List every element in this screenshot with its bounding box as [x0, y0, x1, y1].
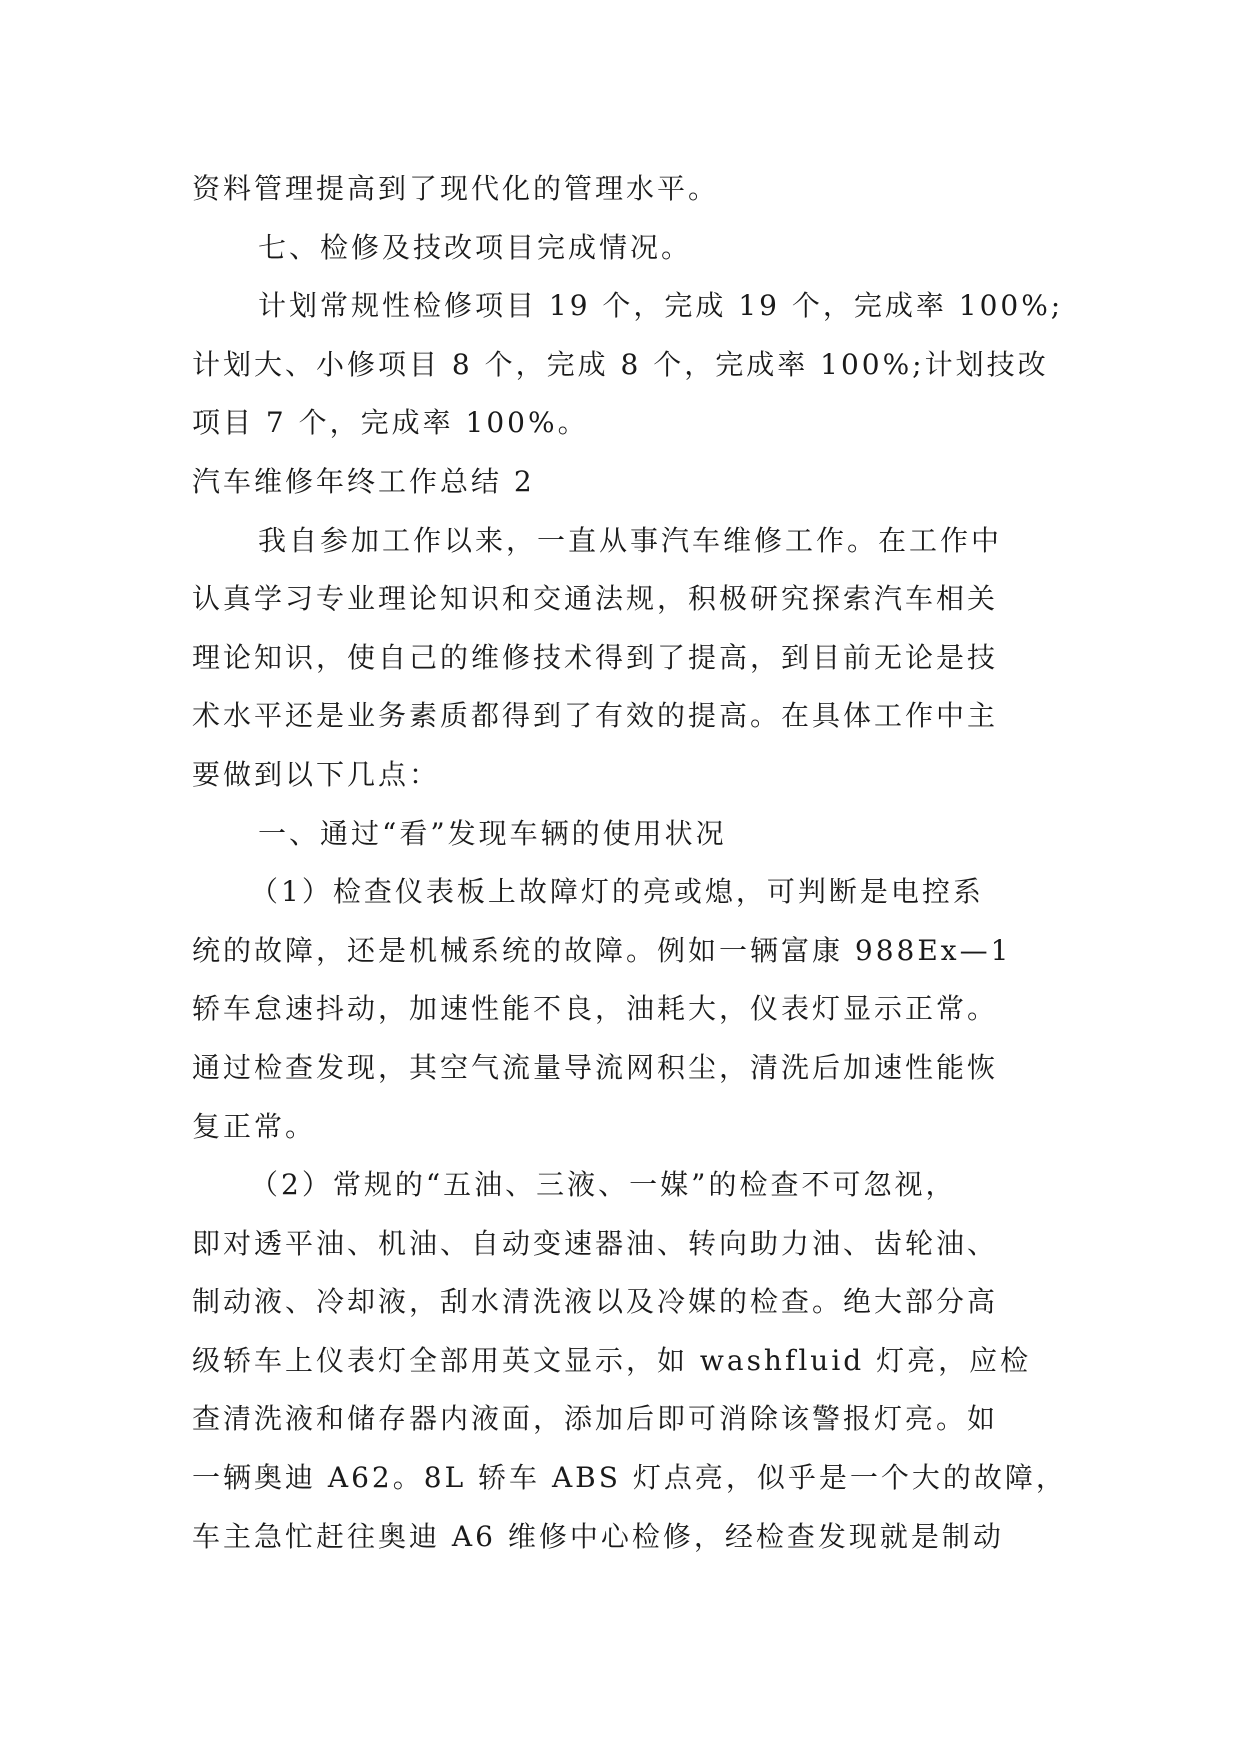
text-line: 级轿车上仪表灯全部用英文显示，如 washfluid 灯亮，应检: [192, 1343, 1032, 1377]
text-line: 认真学习专业理论知识和交通法规，积极研究探索汽车相关: [192, 582, 999, 616]
paragraph-line: （1）检查仪表板上故障灯的亮或熄，可判断是电控系: [250, 875, 984, 909]
section-heading: 七、检修及技改项目完成情况。: [258, 230, 693, 264]
text-line: 一辆奥迪 A62。8L 轿车 ABS 灯点亮，似乎是一个大的故障，: [192, 1461, 1067, 1495]
paragraph-line: 我自参加工作以来，一直从事汽车维修工作。在工作中: [258, 523, 1003, 557]
text-line: 通过检查发现，其空气流量导流网积尘，清洗后加速性能恢: [192, 1050, 999, 1084]
paragraph-line: 计划常规性检修项目 19 个，完成 19 个，完成率 100%;: [258, 289, 1064, 323]
text-line: 术水平还是业务素质都得到了有效的提高。在具体工作中主: [192, 699, 999, 733]
text-line: 资料管理提高到了现代化的管理水平。: [192, 172, 720, 205]
text-line: 理论知识，使自己的维修技术得到了提高，到目前无论是技: [192, 640, 999, 674]
text-line: 复正常。: [192, 1109, 317, 1143]
text-line: 项目 7 个，完成率 100%。: [192, 406, 589, 440]
section-heading: 一、通过“看”发现车辆的使用状况: [258, 816, 727, 850]
document-subtitle: 汽车维修年终工作总结 2: [192, 464, 535, 498]
document-body: [192, 160, 1067, 1566]
text-line: 统的故障，还是机械系统的故障。例如一辆富康 988Ex—1: [192, 933, 1012, 967]
text-line: 即对透平油、机油、自动变速器油、转向助力油、齿轮油、: [192, 1226, 999, 1260]
text-line: 要做到以下几点：: [192, 757, 441, 791]
text-line: 制动液、冷却液，刮水清洗液以及冷媒的检查。绝大部分高: [192, 1285, 999, 1319]
text-line: 轿车怠速抖动，加速性能不良，油耗大，仪表灯显示正常。: [192, 992, 999, 1026]
paragraph-line: （2）常规的“五油、三液、一媒”的检查不可忽视，: [250, 1168, 957, 1202]
text-line: 车主急忙赶往奥迪 A6 维修中心检修，经检查发现就是制动: [192, 1519, 1004, 1553]
text-line: 计划大、小修项目 8 个，完成 8 个，完成率 100%;计划技改: [192, 347, 1049, 381]
text-line: 查清洗液和储存器内液面，添加后即可消除该警报灯亮。如: [192, 1402, 999, 1436]
